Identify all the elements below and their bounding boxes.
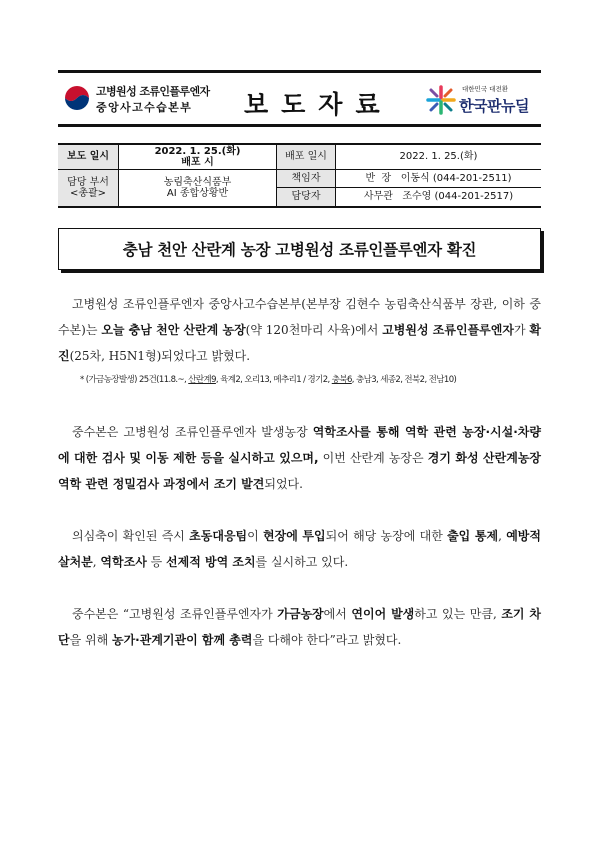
distribution-date-value: 2022. 1. 25.(화): [399, 151, 478, 163]
new-deal-tagline: 대한민국 대전환: [462, 85, 509, 93]
press-release-title: 보도자료: [244, 90, 393, 119]
government-emblem-icon: [62, 83, 92, 113]
release-info-table: [58, 143, 541, 208]
headline: 충남 천안 산란계 농장 고병원성 조류인플루엔자 확진: [122, 241, 477, 259]
department-value: 농림축산식품부 AI 종합상황반: [163, 176, 232, 199]
outbreak-footnote: * (가금농장발생) 25건(11.8.~, 산란계9, 육계2, 오리13, 메추리1 / 경기2, 충북6, 충남3, 세종2, 전북2, 전남10): [80, 375, 457, 385]
paragraph-4: 중수본은 “고병원성 조류인플루엔자가 가금농장에서 연이어 발생하고 있는 만큼, 조기 차단을 위해 농가·관계기관이 함께 총력을 다해야 한다”라고 밝혔다.: [58, 607, 542, 647]
org-logo: [62, 79, 212, 121]
distribution-date-label: 배포 일시: [277, 145, 335, 169]
department-label: 담당 부서 <총괄>: [58, 170, 118, 206]
org-name-line1: 고병원성 조류인플루엔자: [96, 85, 210, 98]
headline-box: [58, 228, 541, 270]
contact-label: 담당자: [277, 188, 335, 206]
press-release-header: [58, 70, 541, 127]
paragraph-1: 고병원성 조류인플루엔자 중앙사고수습본부(본부장 김현수 농림축산식품부 장관, 이하 중수본)는 오늘 충남 천안 산란계 농장(약 120천마리 사육)에서 고병원성 조류인플루엔자가 확진(25차, H5N1형)되었다고 밝혔다.: [58, 297, 541, 363]
responsible-value: 반 장 이동식 (044-201-2511): [365, 172, 512, 184]
responsible-label: 책임자: [277, 170, 335, 187]
paragraph-3: 의심축이 확인된 즉시 초동대응팀이 현장에 투입되어 해당 농장에 대한 출입 통제, 예방적 살처분, 역학조사 등 선제적 방역 조치를 실시하고 있다.: [58, 529, 541, 569]
new-deal-name: 한국판뉴딜: [459, 97, 529, 115]
report-date-label: 보도 일시: [58, 145, 118, 169]
korean-new-deal-logo: [426, 82, 538, 122]
paragraph-2: 중수본은 고병원성 조류인플루엔자 발생농장 역학조사를 통해 역학 관련 농장·시설·차량에 대한 검사 및 이동 제한 등을 실시하고 있으며, 이번 산란계 농장은 경기 화성 산란계농장 역학 관련 정밀검사 과정에서 조기 발견되었다.: [58, 425, 542, 491]
new-deal-mark-icon: [426, 85, 456, 115]
contact-value: 사무관 조수영 (044-201-2517): [363, 191, 514, 203]
article-body: [58, 291, 541, 653]
org-name-line2: 중앙사고수습본부: [96, 101, 193, 114]
report-date-value: 2022. 1. 25.(화) 배포 시: [154, 145, 241, 168]
